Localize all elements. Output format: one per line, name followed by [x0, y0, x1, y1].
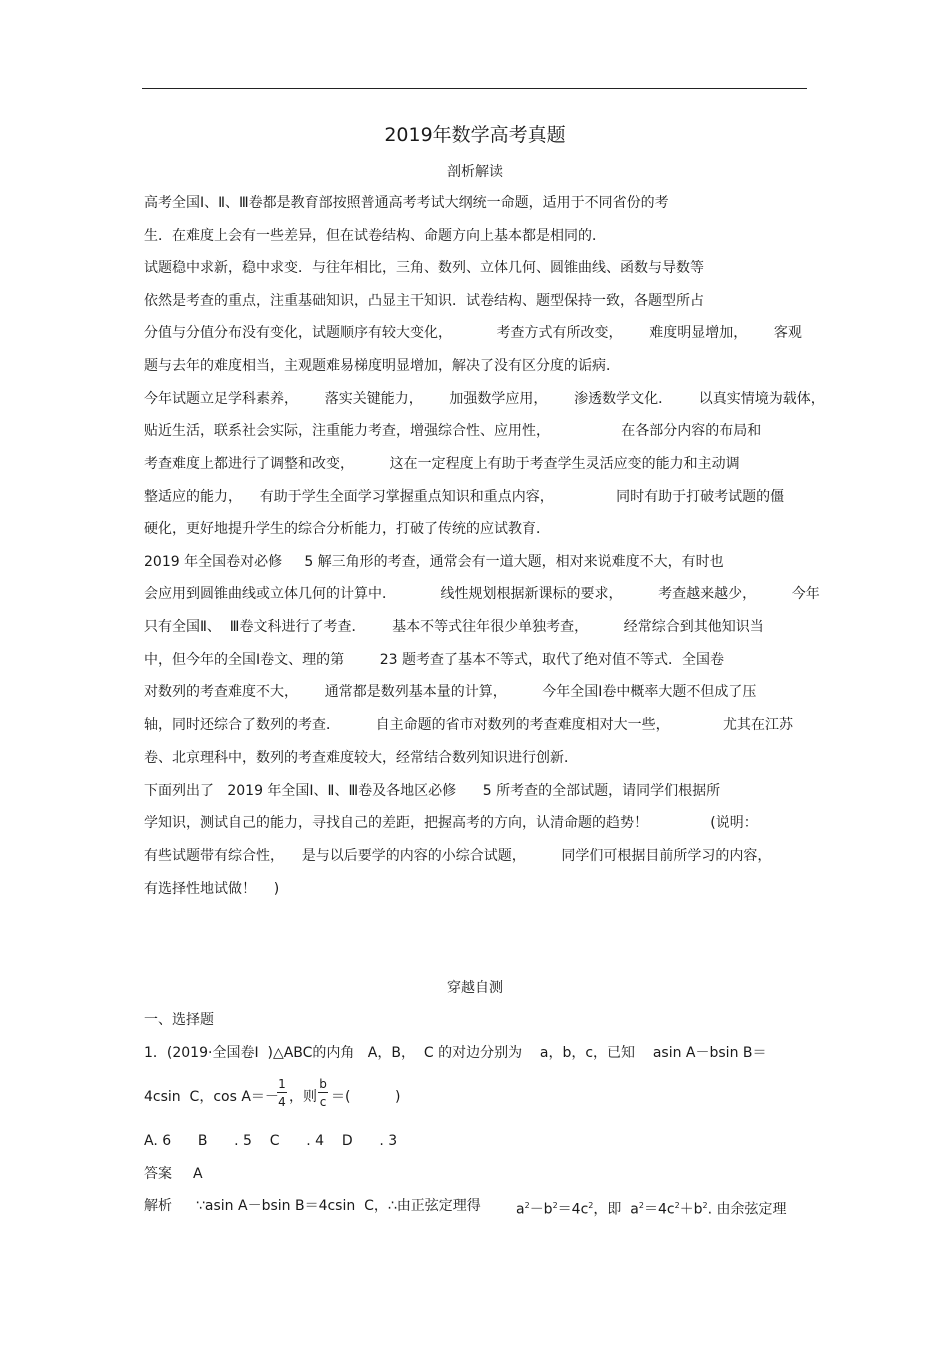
- answer-options: A. 6 B . 5 C . 4 D . 3: [144, 1133, 398, 1149]
- intro-line: 中，但今年的全国Ⅰ卷文、理的第 23 题考查了基本不等式，取代了绝对值不等式．全国卷: [144, 652, 724, 668]
- intro-line: 2019 年全国卷对必修 5 解三角形的考查，通常会有一道大题，相对来说难度不大，有时也: [144, 554, 724, 570]
- section-heading: 一、选择题: [144, 1012, 214, 1028]
- page-title: 2019年数学高考真题: [384, 124, 566, 146]
- header-rule: [142, 88, 807, 89]
- intro-line: 依然是考查的重点，注重基础知识，凸显主干知识．试卷结构、题型保持一致，各题型所占: [144, 293, 704, 309]
- analysis-formula: $a^2-b^2=4c^2$，即 $a^2=4c^2+b^2$. 由余弦定理: [516, 1201, 787, 1218]
- answer-label: 答案: [144, 1166, 172, 1182]
- fraction-bar: [318, 1092, 328, 1093]
- intro-line: 分值与分值分布没有变化，试题顺序有较大变化， 考查方式有所改变， 难度明显增加， 客观: [144, 325, 802, 341]
- intro-line: 轴，同时还综合了数列的考查． 自主命题的省市对数列的考查难度相对大一些， 尤其在江苏: [144, 717, 794, 733]
- fraction-denominator: c: [319, 1095, 327, 1109]
- intro-line: 会应用到圆锥曲线或立体几何的计算中． 线性规划根据新课标的要求， 考查越来越少， 今年: [144, 586, 820, 602]
- intro-line: 下面列出了 2019 年全国Ⅰ、Ⅱ、Ⅲ卷及各地区必修 5 所考查的全部试题，请同学们根据所: [144, 783, 721, 799]
- fraction-numerator: 1: [278, 1077, 286, 1091]
- answer-value: A: [193, 1166, 203, 1182]
- intro-line: 贴近生活，联系社会实际，注重能力考查，增强综合性、应用性， 在各部分内容的布局和: [144, 423, 762, 439]
- question-stem-line2-mid: ，则: [289, 1089, 317, 1105]
- intro-line: 学知识，测试自己的能力，寻找自己的差距，把握高考的方向，认清命题的趋势！ (说明：: [144, 815, 758, 831]
- intro-line: 硬化，更好地提升学生的综合分析能力，打破了传统的应试教育．: [144, 521, 550, 537]
- intro-line: 只有全国Ⅱ、 Ⅲ卷文科进行了考查． 基本不等式往年很少单独考查， 经常综合到其他知识当: [144, 619, 764, 635]
- intro-line: 对数列的考查难度不大， 通常都是数列基本量的计算， 今年全国Ⅰ卷中概率大题不但成了压: [144, 684, 757, 700]
- intro-line: 生．在难度上会有一些差异，但在试卷结构、命题方向上基本都是相同的．: [144, 228, 606, 244]
- fraction-bar: [277, 1092, 287, 1093]
- intro-line: 有些试题带有综合性， 是与以后要学的内容的小综合试题， 同学们可根据目前所学习的内容，: [144, 848, 772, 864]
- intro-line: 有选择性地试做！ ): [144, 881, 280, 897]
- question-stem-line2-end: ＝( ): [331, 1089, 401, 1105]
- intro-line: 考查难度上都进行了调整和改变， 这在一定程度上有助于考查学生灵活应变的能力和主动调: [144, 456, 740, 472]
- question-stem-line2-start: 4csin C，cos A＝－: [144, 1089, 279, 1105]
- intro-line: 整适应的能力， 有助于学生全面学习掌握重点知识和重点内容， 同时有助于打破考试题的僵: [144, 489, 785, 505]
- intro-line: 题与去年的难度相当，主观题难易梯度明显增加，解决了没有区分度的诟病．: [144, 358, 620, 374]
- analysis-label: 解析: [144, 1198, 172, 1214]
- fraction-denominator: 4: [278, 1095, 286, 1109]
- analysis-text: ∵asin A－bsin B＝4csin C，∴由正弦定理得: [196, 1198, 481, 1214]
- intro-line: 高考全国Ⅰ、Ⅱ、Ⅲ卷都是教育部按照普通高考考试大纲统一命题，适用于不同省份的考: [144, 195, 669, 211]
- page-subtitle: 剖析解读: [447, 164, 503, 180]
- intro-line: 试题稳中求新，稳中求变．与往年相比，三角、数列、立体几何、圆锥曲线、函数与导数等: [144, 260, 704, 276]
- section-title: 穿越自测: [447, 980, 503, 996]
- question-stem-line1: 1．(2019·全国卷Ⅰ )△ABC的内角 A，B， C 的对边分别为 a，b，c，已知 asin A－bsin B＝: [144, 1045, 767, 1061]
- fraction-numerator: b: [319, 1077, 327, 1091]
- intro-line: 卷、北京理科中，数列的考查难度较大，经常结合数列知识进行创新．: [144, 750, 578, 766]
- intro-line: 今年试题立足学科素养， 落实关键能力， 加强数学应用， 渗透数学文化． 以真实情境为载体，: [144, 391, 825, 407]
